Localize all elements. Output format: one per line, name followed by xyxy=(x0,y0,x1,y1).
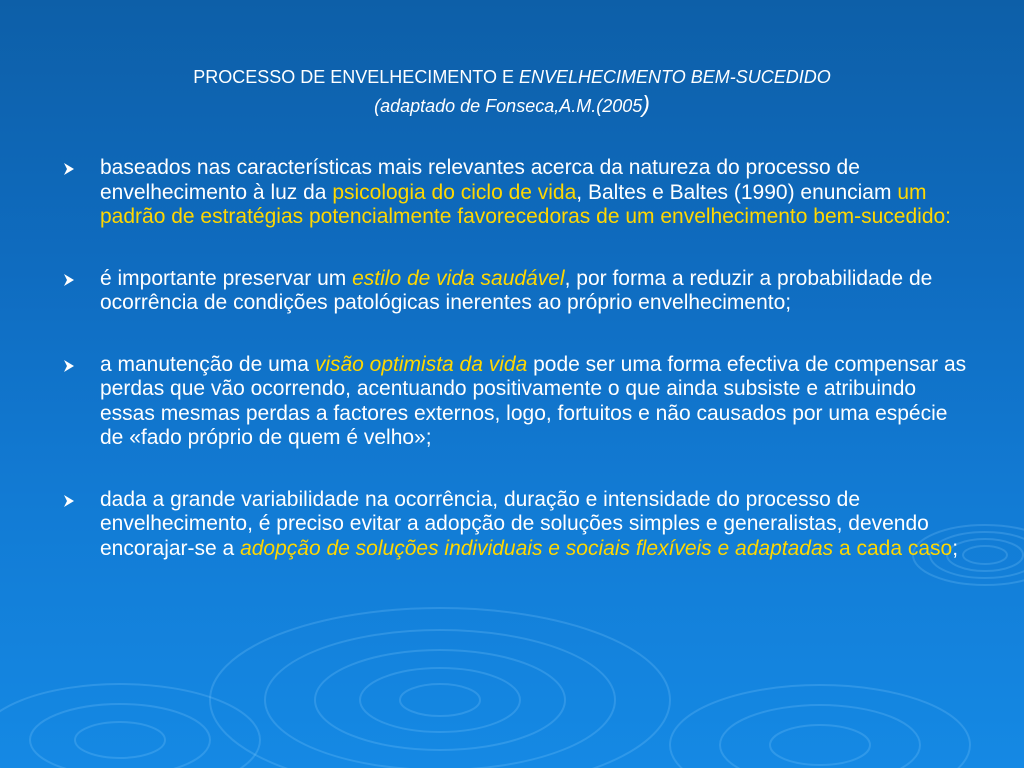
bullet-text: ; xyxy=(952,536,959,560)
highlighted-text: um padrão de estratégias potencialmente favorecedoras de um envelhecimento bem-sucedido: xyxy=(100,180,952,228)
bullet-text: , Baltes e Baltes (1990) enunciam xyxy=(576,180,898,204)
bullet-item xyxy=(62,156,972,230)
arrowhead-bullet-icon xyxy=(62,494,76,508)
bullet-list xyxy=(62,156,972,561)
slide-title xyxy=(40,64,984,120)
title-source-text: (adaptado de Fonseca,A.M.(2005 xyxy=(374,96,643,116)
title-line-2 xyxy=(40,91,984,120)
bullet-text: a manutenção de uma xyxy=(100,352,315,376)
bullet-text: é importante preservar um xyxy=(100,266,353,290)
highlighted-italic-text: estilo de vida saudável xyxy=(352,266,565,290)
arrowhead-bullet-icon xyxy=(62,359,76,373)
highlighted-text: psicologia do ciclo de vida xyxy=(332,180,577,204)
bullet-item xyxy=(62,267,972,316)
bullet-item xyxy=(62,488,972,562)
bullet-text: dada a grande variabilidade na ocorrência, duração e intensidade do processo de envelhecimento, é preciso evitar a adopção de soluções simples e generalistas, devendo encorajar-se a xyxy=(100,487,929,560)
bullet-text: baseados nas características mais relevantes acerca da natureza do processo de envelhecimento à luz da xyxy=(100,156,860,204)
title-main-text: PROCESSO DE ENVELHECIMENTO E xyxy=(193,67,514,87)
highlighted-italic-text: visão optimista da vida xyxy=(314,352,528,376)
highlighted-text: a cada caso xyxy=(838,536,953,560)
title-closing-paren: ) xyxy=(642,91,650,117)
bullet-text: , por forma a reduzir a probabilidade de ocorrência de condições patológicas inerentes ao próprio envelhecimento; xyxy=(100,266,933,314)
bullet-item xyxy=(62,353,972,451)
bullet-text: pode ser uma forma efectiva de compensar as perdas que vão ocorrendo, acentuando positivamente o que ainda subsiste e atribuindo essas mesmas perdas a factores externos, logo, fortuitos e não causados por uma espécie de «fado próprio de quem é velho»; xyxy=(100,352,967,449)
title-italic-text: ENVELHECIMENTO BEM-SUCEDIDO xyxy=(519,67,831,87)
arrowhead-bullet-icon xyxy=(62,162,76,176)
highlighted-italic-text: adopção de soluções individuais e sociais flexíveis e adaptadas xyxy=(240,536,834,560)
title-line-1 xyxy=(40,64,984,91)
arrowhead-bullet-icon xyxy=(62,273,76,287)
